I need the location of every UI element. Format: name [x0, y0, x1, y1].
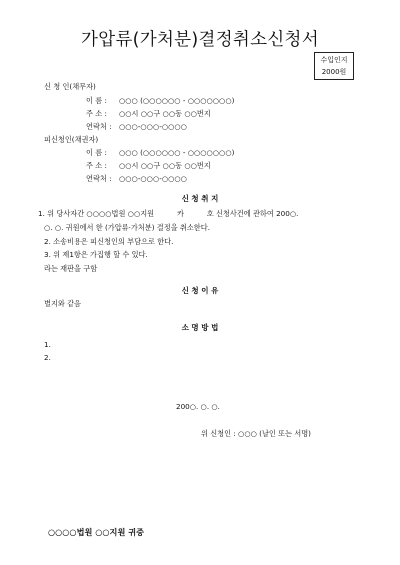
stamp-label: 수입인지 [320, 56, 348, 64]
respondent-name-value: ○○○ (○○○○○○ - ○○○○○○○) [119, 148, 235, 157]
applicant-phone-value: ○○○-○○○-○○○○ [119, 122, 187, 131]
applicant-address-key: 주 소 : [86, 109, 107, 118]
evidence-item-1: 1. [44, 340, 51, 349]
purpose-heading: 신 청 취 지 [181, 194, 219, 203]
respondent-address-key: 주 소 : [86, 161, 107, 170]
applicant-address-value: ○○시 ○○구 ○○동 ○○번지 [119, 109, 211, 118]
purpose-line-5: 라는 재판을 구함 [44, 264, 98, 273]
purpose-line-4: 3. 위 제1항은 가집행 할 수 있다. [44, 250, 148, 259]
respondent-address-value: ○○시 ○○구 ○○동 ○○번지 [119, 161, 211, 170]
reason-text: 별지와 같음 [44, 299, 82, 308]
applicant-name-value: ○○○ (○○○○○○ - ○○○○○○○) [119, 96, 235, 105]
respondent-name-key: 이 름 : [86, 148, 107, 157]
document-title: 가압류(가처분)결정취소신청서 [81, 30, 319, 50]
revenue-stamp-box [314, 52, 354, 80]
respondent-phone-value: ○○○-○○○-○○○○ [119, 174, 187, 183]
evidence-item-2: 2. [44, 353, 51, 362]
applicant-name-key: 이 름 : [86, 96, 107, 105]
evidence-heading: 소 명 방 법 [181, 323, 219, 332]
signer-line: 위 신청인 : ○○○ (날인 또는 서명) [201, 429, 311, 438]
purpose-line-2: ○. ○. 귀원에서 한 (가압류·가처분) 결정을 취소한다. [44, 223, 210, 232]
applicant-label: 신 청 인(채무자) [44, 82, 96, 91]
applicant-phone-key: 연락처 : [86, 122, 112, 131]
court-addressee: ○○○○법원 ○○지원 귀중 [48, 527, 145, 537]
respondent-label: 피신청인(채권자) [44, 135, 99, 144]
reason-heading: 신 청 이 유 [181, 286, 219, 295]
purpose-line-3: 2. 소송비용은 피신청인의 부담으로 한다. [44, 237, 174, 246]
stamp-amount: 2000원 [321, 68, 347, 76]
document-date: 200○. ○. ○. [176, 402, 220, 411]
purpose-line-1: 1. 위 당사자간 ○○○○법원 ○○지원 카 호 신청사건에 관하여 200○. [38, 209, 299, 218]
respondent-phone-key: 연락처 : [86, 174, 112, 183]
